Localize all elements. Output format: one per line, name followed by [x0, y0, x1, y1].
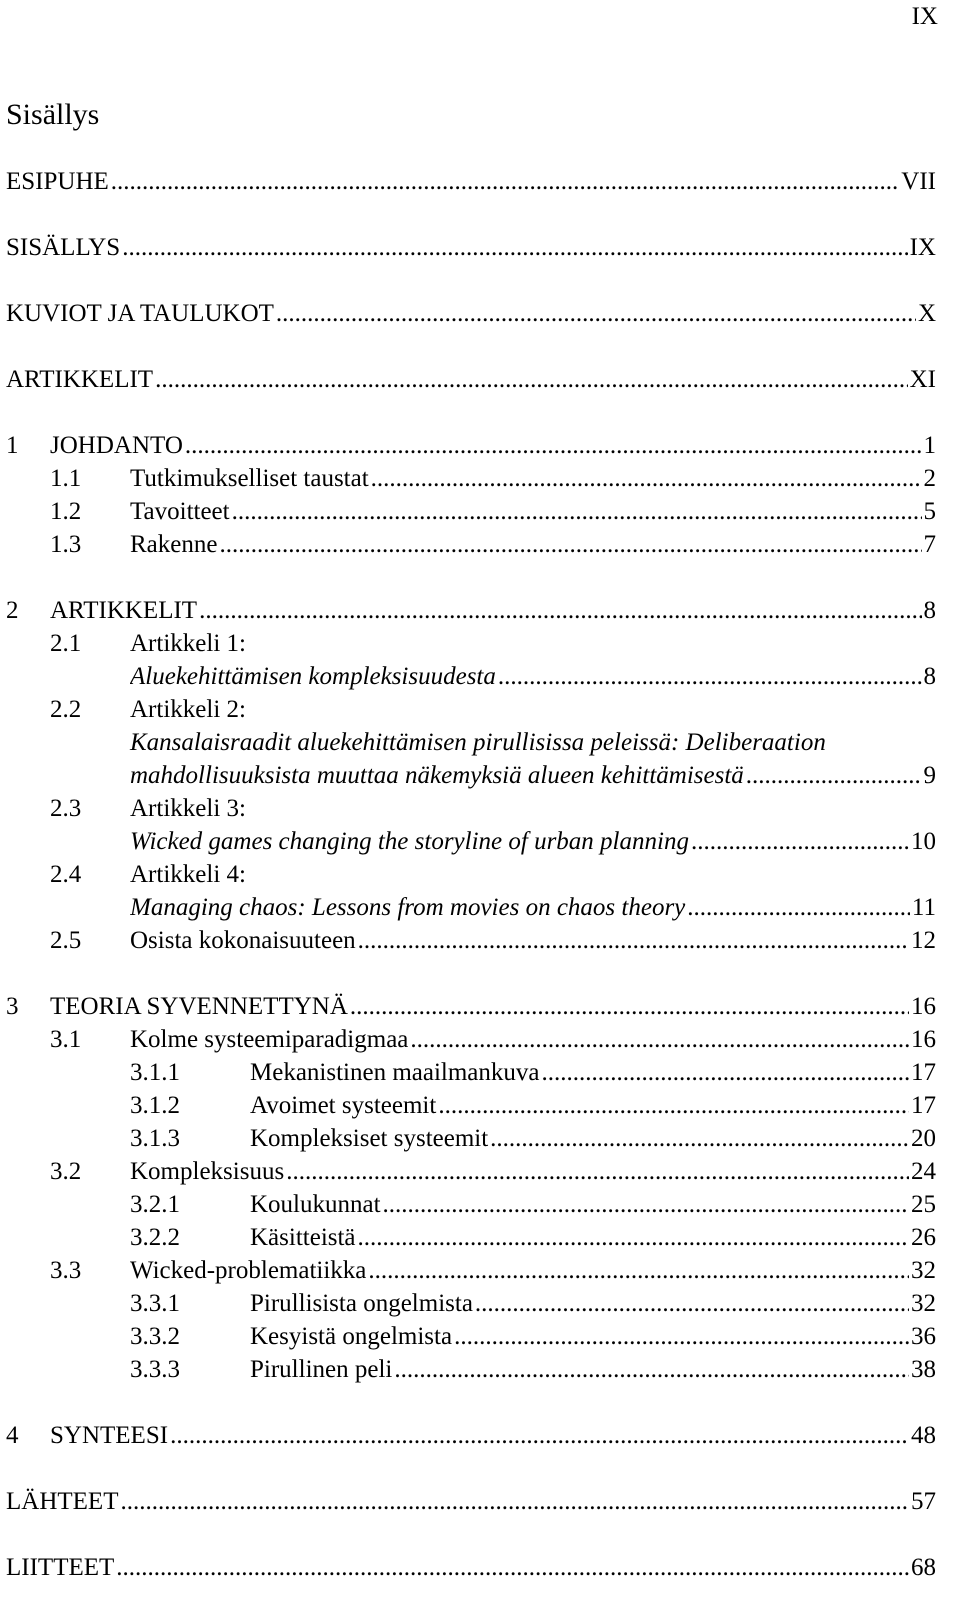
- toc-entry-title: Wicked-problematiikka: [130, 1257, 367, 1284]
- toc-entry-title: Artikkeli 1:: [130, 630, 246, 657]
- toc-entry-title: TEORIA SYVENNETTYNÄ: [50, 993, 348, 1020]
- toc-entry-page: 10: [911, 828, 936, 855]
- toc-entry-title: Kompleksisuus: [130, 1158, 285, 1185]
- toc-entry-page: 8: [923, 597, 936, 624]
- toc-entry-title: Kompleksiset systeemit: [250, 1125, 489, 1152]
- toc-leader-dots: [111, 166, 899, 197]
- toc-entry-title: Rakenne: [130, 531, 218, 558]
- toc-entry-2-5[interactable]: [0, 925, 960, 956]
- toc-entry-title: Osista kokonaisuuteen: [130, 927, 356, 954]
- toc-entry-1-3[interactable]: [0, 529, 960, 560]
- toc-entry-lahteet[interactable]: [0, 1486, 960, 1517]
- toc-entry-2-3[interactable]: [0, 793, 960, 824]
- toc-entry-number: 2.1: [50, 630, 82, 657]
- toc-entry-1-1[interactable]: [0, 463, 960, 494]
- toc-heading: Sisällys: [6, 98, 100, 131]
- toc-entry-title: Artikkeli 4:: [130, 861, 246, 888]
- toc-entry-number: 1.1: [50, 465, 82, 492]
- toc-entry-3-2-2[interactable]: [0, 1222, 960, 1253]
- toc-entry-3-3-3[interactable]: [0, 1354, 960, 1385]
- toc-entry-2-1-subtitle[interactable]: [0, 661, 960, 692]
- toc-entry-number: 2.2: [50, 696, 82, 723]
- page-number: IX: [911, 3, 938, 30]
- toc-entry-page: 17: [911, 1059, 936, 1086]
- toc-entry-number: 2: [6, 597, 19, 624]
- toc-entry-number: 3.1.2: [130, 1092, 180, 1119]
- toc-entry-title: Pirullinen peli: [250, 1356, 393, 1383]
- toc-entry-2-2-subtitle-line2[interactable]: [0, 760, 960, 791]
- toc-entry-number: 4: [6, 1422, 19, 1449]
- toc-entry-title: Avoimet systeemit: [250, 1092, 437, 1119]
- toc-entry-page: 8: [923, 663, 936, 690]
- toc-entry-number: 1: [6, 432, 19, 459]
- toc-entry-title: Aluekehittämisen kompleksisuudesta: [130, 663, 496, 690]
- toc-leader-dots: [286, 1156, 909, 1187]
- toc-leader-dots: [687, 892, 910, 923]
- toc-entry-title: Tavoitteet: [130, 498, 230, 525]
- toc-leader-dots: [120, 1486, 909, 1517]
- toc-leader-dots: [368, 1255, 909, 1286]
- toc-leader-dots: [542, 1057, 909, 1088]
- toc-entry-page: 5: [923, 498, 936, 525]
- toc-entry-3[interactable]: [0, 991, 960, 1022]
- toc-entry-title: JOHDANTO: [50, 432, 183, 459]
- toc-leader-dots: [498, 661, 922, 692]
- toc-entry-title: Kansalaisraadit aluekehittämisen pirullisissa peleissä: Deliberaation: [130, 729, 826, 756]
- toc-leader-dots: [350, 991, 909, 1022]
- toc-entry-number: 2.4: [50, 861, 82, 888]
- toc-leader-dots: [746, 760, 922, 791]
- toc-entry-number: 3.1: [50, 1026, 82, 1053]
- toc-entry-title: Mekanistinen maailmankuva: [250, 1059, 540, 1086]
- toc-entry-number: 2.5: [50, 927, 82, 954]
- toc-leader-dots: [185, 430, 922, 461]
- toc-entry-page: X: [917, 300, 936, 327]
- toc-entry-number: 3.3.3: [130, 1356, 180, 1383]
- toc-entry-number: 3.1.3: [130, 1125, 180, 1152]
- toc-entry-page: 68: [911, 1554, 936, 1581]
- toc-entry-page: 16: [911, 993, 936, 1020]
- toc-entry-2-2[interactable]: [0, 694, 960, 725]
- toc-entry-page: 26: [911, 1224, 936, 1251]
- toc-leader-dots: [116, 1552, 909, 1583]
- toc-entry-title: Käsitteistä: [250, 1224, 356, 1251]
- toc-entry-page: 12: [911, 927, 936, 954]
- toc-entry-title: Pirullisista ongelmista: [250, 1290, 473, 1317]
- toc-entry-page: VII: [901, 168, 936, 195]
- toc-entry-title: LÄHTEET: [6, 1488, 119, 1515]
- toc-entry-page: 1: [923, 432, 936, 459]
- toc-entry-3-1[interactable]: [0, 1024, 960, 1055]
- toc-entry-page: 36: [911, 1323, 936, 1350]
- toc-leader-dots: [410, 1024, 909, 1055]
- toc-leader-dots: [170, 1420, 909, 1451]
- toc-leader-dots: [232, 496, 922, 527]
- toc-entry-number: 3.2.2: [130, 1224, 180, 1251]
- toc-entry-page: 16: [911, 1026, 936, 1053]
- toc-leader-dots: [454, 1321, 909, 1352]
- toc-entry-title: Kesyistä ongelmista: [250, 1323, 453, 1350]
- toc-entry-title: KUVIOT JA TAULUKOT: [6, 300, 274, 327]
- toc-leader-dots: [155, 364, 908, 395]
- toc-entry-page: 9: [923, 762, 936, 789]
- toc-leader-dots: [490, 1123, 909, 1154]
- toc-entry-page: 24: [911, 1158, 936, 1185]
- toc-entry-title: ARTIKKELIT: [6, 366, 154, 393]
- toc-entry-title: Wicked games changing the storyline of urban planning: [130, 828, 689, 855]
- toc-entry-kuviot[interactable]: [0, 298, 960, 329]
- toc-entry-artikkelit-front[interactable]: [0, 364, 960, 395]
- toc-entry-2-3-subtitle[interactable]: [0, 826, 960, 857]
- toc-leader-dots: [383, 1189, 909, 1220]
- toc-entry-title: ARTIKKELIT: [50, 597, 198, 624]
- toc-entry-sisallys[interactable]: [0, 232, 960, 263]
- toc-entry-number: 2.3: [50, 795, 82, 822]
- toc-entry-2-4-subtitle[interactable]: [0, 892, 960, 923]
- toc-leader-dots: [358, 925, 909, 956]
- toc-entry-title: SISÄLLYS: [6, 234, 121, 261]
- toc-leader-dots: [199, 595, 921, 626]
- toc-entry-number: 3: [6, 993, 19, 1020]
- toc-entry-page: 48: [911, 1422, 936, 1449]
- toc-leader-dots: [438, 1090, 909, 1121]
- toc-entry-number: 3.2.1: [130, 1191, 180, 1218]
- toc-entry-page: 32: [911, 1290, 936, 1317]
- toc-entry-title: Managing chaos: Lessons from movies on chaos theory: [130, 894, 686, 921]
- toc-entry-2-4[interactable]: [0, 859, 960, 890]
- toc-leader-dots: [691, 826, 909, 857]
- toc-entry-number: 3.1.1: [130, 1059, 180, 1086]
- toc-entry-4[interactable]: [0, 1420, 960, 1451]
- toc-leader-dots: [219, 529, 921, 560]
- toc-entry-number: 3.3.2: [130, 1323, 180, 1350]
- toc-entry-3-2-1[interactable]: [0, 1189, 960, 1220]
- toc-entry-title: Koulukunnat: [250, 1191, 381, 1218]
- toc-entry-3-2[interactable]: [0, 1156, 960, 1187]
- toc-entry-page: 17: [911, 1092, 936, 1119]
- toc-entry-title: Artikkeli 3:: [130, 795, 246, 822]
- toc-entry-page: IX: [909, 234, 936, 261]
- toc-entry-1-2[interactable]: [0, 496, 960, 527]
- toc-leader-dots: [394, 1354, 909, 1385]
- toc-leader-dots: [122, 232, 907, 263]
- toc-entry-esipuhe[interactable]: [0, 166, 960, 197]
- toc-entry-number: 3.2: [50, 1158, 82, 1185]
- toc-entry-3-1-3[interactable]: [0, 1123, 960, 1154]
- toc-entry-3-1-2[interactable]: [0, 1090, 960, 1121]
- toc-entry-2-1[interactable]: [0, 628, 960, 659]
- toc-entry-liitteet[interactable]: [0, 1552, 960, 1583]
- toc-leader-dots: [276, 298, 916, 329]
- toc-entry-3-3[interactable]: [0, 1255, 960, 1286]
- toc-entry-title: LIITTEET: [6, 1554, 115, 1581]
- toc-entry-title: Artikkeli 2:: [130, 696, 246, 723]
- toc-entry-page: XI: [909, 366, 936, 393]
- toc-leader-dots: [475, 1288, 909, 1319]
- toc-entry-page: 38: [911, 1356, 936, 1383]
- toc-entry-title: ESIPUHE: [6, 168, 109, 195]
- toc-entry-page: 32: [911, 1257, 936, 1284]
- toc-entry-3-3-1[interactable]: [0, 1288, 960, 1319]
- toc-entry-page: 57: [911, 1488, 936, 1515]
- toc-entry-title: SYNTEESI: [50, 1422, 169, 1449]
- toc-entry-number: 3.3: [50, 1257, 82, 1284]
- toc-entry-page: 7: [923, 531, 936, 558]
- toc-entry-2[interactable]: [0, 595, 960, 626]
- toc-entry-page: 2: [923, 465, 936, 492]
- toc-entry-2-2-subtitle-line1[interactable]: [0, 727, 960, 758]
- toc-entry-title: Tutkimukselliset taustat: [130, 465, 369, 492]
- toc-entry-number: 1.3: [50, 531, 82, 558]
- toc-entry-number: 1.2: [50, 498, 82, 525]
- toc-leader-dots: [371, 463, 922, 494]
- toc-entry-title: mahdollisuuksista muuttaa näkemyksiä alueen kehittämisestä: [130, 762, 744, 789]
- toc-entry-page: 25: [911, 1191, 936, 1218]
- toc-entry-3-3-2[interactable]: [0, 1321, 960, 1352]
- toc-entry-number: 3.3.1: [130, 1290, 180, 1317]
- toc-entry-page: 11: [911, 894, 936, 921]
- toc-entry-title: Kolme systeemiparadigmaa: [130, 1026, 409, 1053]
- toc-leader-dots: [358, 1222, 909, 1253]
- toc-entry-page: 20: [911, 1125, 936, 1152]
- toc-entry-3-1-1[interactable]: [0, 1057, 960, 1088]
- toc-entry-1[interactable]: [0, 430, 960, 461]
